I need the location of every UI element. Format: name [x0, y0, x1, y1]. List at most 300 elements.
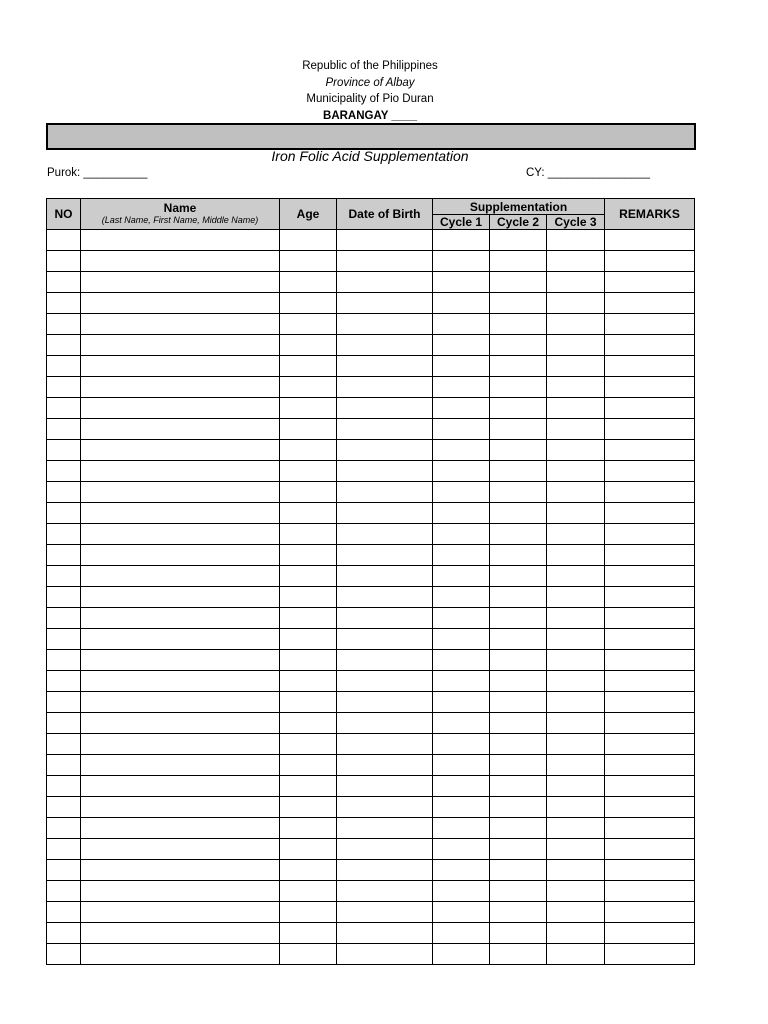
cell-age[interactable]: [280, 797, 337, 818]
cell-name[interactable]: [81, 356, 280, 377]
cell-no[interactable]: [47, 230, 81, 251]
cell-age[interactable]: [280, 818, 337, 839]
cell-name[interactable]: [81, 923, 280, 944]
cell-name[interactable]: [81, 524, 280, 545]
cell-dob[interactable]: [337, 398, 433, 419]
cell-cycle-3[interactable]: [547, 524, 605, 545]
supplementation-table: [46, 198, 695, 965]
cell-cycle-3[interactable]: [547, 923, 605, 944]
cell-cycle-3[interactable]: [547, 398, 605, 419]
cell-cycle-1[interactable]: [433, 587, 490, 608]
cell-no[interactable]: [47, 440, 81, 461]
cell-dob[interactable]: [337, 377, 433, 398]
cell-cycle-2[interactable]: [490, 839, 547, 860]
cell-dob[interactable]: [337, 566, 433, 587]
cell-name[interactable]: [81, 398, 280, 419]
cell-cycle-2[interactable]: [490, 335, 547, 356]
cell-cycle-1[interactable]: [433, 482, 490, 503]
cell-cycle-3[interactable]: [547, 944, 605, 965]
cell-cycle-3[interactable]: [547, 734, 605, 755]
table-row: [47, 671, 695, 692]
cell-age[interactable]: [280, 734, 337, 755]
cell-name[interactable]: [81, 272, 280, 293]
cell-cycle-3[interactable]: [547, 629, 605, 650]
cell-cycle-2[interactable]: [490, 377, 547, 398]
cell-dob[interactable]: [337, 524, 433, 545]
cell-remarks[interactable]: [605, 944, 695, 965]
cell-remarks[interactable]: [605, 860, 695, 881]
cell-dob[interactable]: [337, 545, 433, 566]
cell-age[interactable]: [280, 902, 337, 923]
cell-name[interactable]: [81, 839, 280, 860]
cell-dob[interactable]: [337, 860, 433, 881]
cell-cycle-2[interactable]: [490, 251, 547, 272]
cell-no[interactable]: [47, 881, 81, 902]
cell-remarks[interactable]: [605, 251, 695, 272]
cell-cycle-1[interactable]: [433, 755, 490, 776]
cell-age[interactable]: [280, 692, 337, 713]
cell-age[interactable]: [280, 944, 337, 965]
cell-name[interactable]: [81, 608, 280, 629]
cell-age[interactable]: [280, 671, 337, 692]
cell-remarks[interactable]: [605, 629, 695, 650]
cell-no[interactable]: [47, 482, 81, 503]
cell-no[interactable]: [47, 944, 81, 965]
cell-cycle-1[interactable]: [433, 461, 490, 482]
cell-remarks[interactable]: [605, 776, 695, 797]
cell-cycle-3[interactable]: [547, 671, 605, 692]
cell-cycle-1[interactable]: [433, 524, 490, 545]
cell-name[interactable]: [81, 440, 280, 461]
cell-name[interactable]: [81, 566, 280, 587]
cell-cycle-3[interactable]: [547, 881, 605, 902]
cell-cycle-3[interactable]: [547, 440, 605, 461]
cell-cycle-1[interactable]: [433, 293, 490, 314]
cell-name[interactable]: [81, 713, 280, 734]
table-row: [47, 566, 695, 587]
cell-remarks[interactable]: [605, 755, 695, 776]
cell-dob[interactable]: [337, 818, 433, 839]
cell-cycle-1[interactable]: [433, 839, 490, 860]
cell-name[interactable]: [81, 944, 280, 965]
cell-cycle-3[interactable]: [547, 755, 605, 776]
table-row: [47, 776, 695, 797]
cell-cycle-2[interactable]: [490, 923, 547, 944]
cell-remarks[interactable]: [605, 713, 695, 734]
cell-cycle-2[interactable]: [490, 524, 547, 545]
cell-dob[interactable]: [337, 797, 433, 818]
cell-remarks[interactable]: [605, 839, 695, 860]
cell-age[interactable]: [280, 503, 337, 524]
cell-cycle-2[interactable]: [490, 503, 547, 524]
cell-no[interactable]: [47, 377, 81, 398]
cell-cycle-2[interactable]: [490, 566, 547, 587]
cell-dob[interactable]: [337, 272, 433, 293]
cell-remarks[interactable]: [605, 797, 695, 818]
cell-cycle-2[interactable]: [490, 797, 547, 818]
cell-age[interactable]: [280, 881, 337, 902]
cell-name[interactable]: [81, 545, 280, 566]
cell-remarks[interactable]: [605, 902, 695, 923]
cell-cycle-1[interactable]: [433, 545, 490, 566]
cell-dob[interactable]: [337, 755, 433, 776]
cell-no[interactable]: [47, 293, 81, 314]
cell-cycle-3[interactable]: [547, 776, 605, 797]
cell-cycle-3[interactable]: [547, 650, 605, 671]
cell-no[interactable]: [47, 797, 81, 818]
cell-age[interactable]: [280, 587, 337, 608]
cell-age[interactable]: [280, 293, 337, 314]
cell-remarks[interactable]: [605, 293, 695, 314]
gray-title-band: [46, 123, 696, 150]
cell-age[interactable]: [280, 251, 337, 272]
cell-age[interactable]: [280, 524, 337, 545]
cell-no[interactable]: [47, 314, 81, 335]
cell-remarks[interactable]: [605, 566, 695, 587]
cell-age[interactable]: [280, 440, 337, 461]
cell-remarks[interactable]: [605, 272, 695, 293]
cell-dob[interactable]: [337, 923, 433, 944]
cell-cycle-3[interactable]: [547, 566, 605, 587]
cell-cycle-1[interactable]: [433, 650, 490, 671]
cell-age[interactable]: [280, 608, 337, 629]
cell-cycle-3[interactable]: [547, 482, 605, 503]
cell-no[interactable]: [47, 671, 81, 692]
cell-name[interactable]: [81, 881, 280, 902]
cell-cycle-3[interactable]: [547, 503, 605, 524]
cell-dob[interactable]: [337, 356, 433, 377]
cell-age[interactable]: [280, 755, 337, 776]
cell-name[interactable]: [81, 230, 280, 251]
cell-age[interactable]: [280, 335, 337, 356]
cell-cycle-3[interactable]: [547, 608, 605, 629]
cell-cycle-2[interactable]: [490, 944, 547, 965]
cell-cycle-3[interactable]: [547, 419, 605, 440]
cell-no[interactable]: [47, 461, 81, 482]
cell-name[interactable]: [81, 419, 280, 440]
cell-cycle-2[interactable]: [490, 440, 547, 461]
cell-name[interactable]: [81, 755, 280, 776]
cell-dob[interactable]: [337, 629, 433, 650]
cell-remarks[interactable]: [605, 230, 695, 251]
cell-no[interactable]: [47, 860, 81, 881]
cell-cycle-2[interactable]: [490, 293, 547, 314]
cell-age[interactable]: [280, 398, 337, 419]
cell-name[interactable]: [81, 251, 280, 272]
cell-cycle-2[interactable]: [490, 314, 547, 335]
cell-cycle-1[interactable]: [433, 776, 490, 797]
cell-cycle-2[interactable]: [490, 461, 547, 482]
cell-name[interactable]: [81, 461, 280, 482]
cell-cycle-3[interactable]: [547, 314, 605, 335]
cell-cycle-2[interactable]: [490, 356, 547, 377]
cell-dob[interactable]: [337, 839, 433, 860]
cell-cycle-2[interactable]: [490, 902, 547, 923]
cell-remarks[interactable]: [605, 881, 695, 902]
cell-cycle-3[interactable]: [547, 692, 605, 713]
cell-cycle-1[interactable]: [433, 671, 490, 692]
cell-dob[interactable]: [337, 419, 433, 440]
cell-cycle-1[interactable]: [433, 503, 490, 524]
cell-remarks[interactable]: [605, 734, 695, 755]
cell-no[interactable]: [47, 251, 81, 272]
cell-no[interactable]: [47, 587, 81, 608]
cell-cycle-1[interactable]: [433, 797, 490, 818]
cell-remarks[interactable]: [605, 398, 695, 419]
cell-cycle-1[interactable]: [433, 272, 490, 293]
cell-remarks[interactable]: [605, 650, 695, 671]
cell-remarks[interactable]: [605, 818, 695, 839]
cell-name[interactable]: [81, 503, 280, 524]
cell-cycle-2[interactable]: [490, 398, 547, 419]
cell-name[interactable]: [81, 650, 280, 671]
cell-cycle-1[interactable]: [433, 902, 490, 923]
cell-age[interactable]: [280, 314, 337, 335]
cell-cycle-1[interactable]: [433, 818, 490, 839]
cell-cycle-3[interactable]: [547, 902, 605, 923]
cell-age[interactable]: [280, 860, 337, 881]
cell-cycle-1[interactable]: [433, 923, 490, 944]
cell-cycle-1[interactable]: [433, 713, 490, 734]
table-row: [47, 902, 695, 923]
cell-cycle-1[interactable]: [433, 440, 490, 461]
cell-cycle-2[interactable]: [490, 671, 547, 692]
cell-no[interactable]: [47, 503, 81, 524]
cell-no[interactable]: [47, 734, 81, 755]
cell-age[interactable]: [280, 713, 337, 734]
cell-cycle-1[interactable]: [433, 419, 490, 440]
col-cycle-2-header: Cycle 2: [490, 215, 547, 230]
cell-cycle-2[interactable]: [490, 713, 547, 734]
cell-remarks[interactable]: [605, 671, 695, 692]
cell-age[interactable]: [280, 923, 337, 944]
cell-cycle-1[interactable]: [433, 734, 490, 755]
cell-dob[interactable]: [337, 482, 433, 503]
cell-no[interactable]: [47, 755, 81, 776]
cell-cycle-1[interactable]: [433, 335, 490, 356]
cell-name[interactable]: [81, 587, 280, 608]
cell-cycle-1[interactable]: [433, 230, 490, 251]
cell-cycle-2[interactable]: [490, 818, 547, 839]
cell-no[interactable]: [47, 713, 81, 734]
table-row: [47, 839, 695, 860]
cell-name[interactable]: [81, 797, 280, 818]
form-title: Iron Folic Acid Supplementation: [271, 148, 469, 164]
cell-remarks[interactable]: [605, 356, 695, 377]
cell-age[interactable]: [280, 419, 337, 440]
cell-dob[interactable]: [337, 944, 433, 965]
municipality-line: Municipality of Pio Duran: [306, 93, 434, 105]
table-row: [47, 356, 695, 377]
cell-cycle-3[interactable]: [547, 860, 605, 881]
cell-cycle-2[interactable]: [490, 629, 547, 650]
cell-cycle-1[interactable]: [433, 566, 490, 587]
cell-cycle-2[interactable]: [490, 272, 547, 293]
cell-cycle-3[interactable]: [547, 251, 605, 272]
cell-name[interactable]: [81, 776, 280, 797]
cell-name[interactable]: [81, 902, 280, 923]
cell-cycle-3[interactable]: [547, 713, 605, 734]
cell-no[interactable]: [47, 692, 81, 713]
cell-cycle-2[interactable]: [490, 860, 547, 881]
cell-cycle-1[interactable]: [433, 629, 490, 650]
cell-remarks[interactable]: [605, 419, 695, 440]
cell-dob[interactable]: [337, 440, 433, 461]
cell-age[interactable]: [280, 377, 337, 398]
cell-cycle-2[interactable]: [490, 734, 547, 755]
cell-remarks[interactable]: [605, 503, 695, 524]
cell-remarks[interactable]: [605, 545, 695, 566]
cell-age[interactable]: [280, 545, 337, 566]
cell-no[interactable]: [47, 545, 81, 566]
cell-dob[interactable]: [337, 314, 433, 335]
table-row: [47, 293, 695, 314]
cell-age[interactable]: [280, 482, 337, 503]
cell-cycle-2[interactable]: [490, 650, 547, 671]
cell-remarks[interactable]: [605, 377, 695, 398]
cell-no[interactable]: [47, 566, 81, 587]
cell-cycle-2[interactable]: [490, 230, 547, 251]
cell-dob[interactable]: [337, 587, 433, 608]
cell-remarks[interactable]: [605, 608, 695, 629]
cell-remarks[interactable]: [605, 692, 695, 713]
table-row: [47, 692, 695, 713]
cell-no[interactable]: [47, 650, 81, 671]
cell-cycle-3[interactable]: [547, 461, 605, 482]
cell-cycle-1[interactable]: [433, 881, 490, 902]
cell-name[interactable]: [81, 692, 280, 713]
cell-cycle-3[interactable]: [547, 230, 605, 251]
cell-no[interactable]: [47, 356, 81, 377]
cell-cycle-2[interactable]: [490, 482, 547, 503]
table-row: [47, 881, 695, 902]
cell-remarks[interactable]: [605, 335, 695, 356]
cell-cycle-2[interactable]: [490, 545, 547, 566]
cell-remarks[interactable]: [605, 923, 695, 944]
cell-age[interactable]: [280, 629, 337, 650]
cell-no[interactable]: [47, 419, 81, 440]
cell-remarks[interactable]: [605, 524, 695, 545]
cell-name[interactable]: [81, 860, 280, 881]
cell-no[interactable]: [47, 776, 81, 797]
cell-name[interactable]: [81, 482, 280, 503]
cell-name[interactable]: [81, 671, 280, 692]
cell-name[interactable]: [81, 293, 280, 314]
cell-age[interactable]: [280, 839, 337, 860]
cell-no[interactable]: [47, 923, 81, 944]
cell-dob[interactable]: [337, 902, 433, 923]
cell-no[interactable]: [47, 902, 81, 923]
cell-age[interactable]: [280, 356, 337, 377]
cell-cycle-1[interactable]: [433, 398, 490, 419]
cell-dob[interactable]: [337, 608, 433, 629]
cell-dob[interactable]: [337, 461, 433, 482]
table-row: [47, 860, 695, 881]
cell-cycle-2[interactable]: [490, 419, 547, 440]
cell-cycle-2[interactable]: [490, 692, 547, 713]
cell-cycle-3[interactable]: [547, 335, 605, 356]
cell-cycle-3[interactable]: [547, 272, 605, 293]
cell-cycle-1[interactable]: [433, 377, 490, 398]
cell-no[interactable]: [47, 398, 81, 419]
cell-no[interactable]: [47, 335, 81, 356]
cell-cycle-3[interactable]: [547, 587, 605, 608]
cell-cycle-1[interactable]: [433, 608, 490, 629]
cell-dob[interactable]: [337, 881, 433, 902]
cell-cycle-1[interactable]: [433, 944, 490, 965]
cell-dob[interactable]: [337, 293, 433, 314]
cell-dob[interactable]: [337, 671, 433, 692]
cell-cycle-2[interactable]: [490, 587, 547, 608]
cell-dob[interactable]: [337, 713, 433, 734]
cell-cycle-3[interactable]: [547, 839, 605, 860]
cell-age[interactable]: [280, 650, 337, 671]
cell-cycle-1[interactable]: [433, 860, 490, 881]
cell-remarks[interactable]: [605, 440, 695, 461]
cell-name[interactable]: [81, 629, 280, 650]
cell-cycle-1[interactable]: [433, 692, 490, 713]
cell-dob[interactable]: [337, 692, 433, 713]
table-row: [47, 734, 695, 755]
cell-remarks[interactable]: [605, 461, 695, 482]
cell-age[interactable]: [280, 272, 337, 293]
cell-no[interactable]: [47, 818, 81, 839]
cell-cycle-3[interactable]: [547, 545, 605, 566]
cell-dob[interactable]: [337, 251, 433, 272]
cell-remarks[interactable]: [605, 587, 695, 608]
cell-name[interactable]: [81, 818, 280, 839]
cell-no[interactable]: [47, 608, 81, 629]
cell-cycle-1[interactable]: [433, 356, 490, 377]
cell-cycle-3[interactable]: [547, 377, 605, 398]
cell-cycle-2[interactable]: [490, 755, 547, 776]
table-row: [47, 818, 695, 839]
cell-dob[interactable]: [337, 776, 433, 797]
cell-dob[interactable]: [337, 230, 433, 251]
cell-cycle-1[interactable]: [433, 251, 490, 272]
cell-age[interactable]: [280, 461, 337, 482]
cell-age[interactable]: [280, 776, 337, 797]
cell-cycle-3[interactable]: [547, 818, 605, 839]
cell-age[interactable]: [280, 230, 337, 251]
table-row: [47, 797, 695, 818]
cell-cycle-3[interactable]: [547, 293, 605, 314]
cell-name[interactable]: [81, 335, 280, 356]
cell-cycle-3[interactable]: [547, 356, 605, 377]
cell-cycle-2[interactable]: [490, 776, 547, 797]
cell-cycle-3[interactable]: [547, 797, 605, 818]
table-row: [47, 524, 695, 545]
cell-no[interactable]: [47, 524, 81, 545]
cell-no[interactable]: [47, 839, 81, 860]
cell-cycle-1[interactable]: [433, 314, 490, 335]
cell-cycle-2[interactable]: [490, 881, 547, 902]
cell-dob[interactable]: [337, 335, 433, 356]
cell-dob[interactable]: [337, 734, 433, 755]
cell-remarks[interactable]: [605, 314, 695, 335]
cell-name[interactable]: [81, 314, 280, 335]
cell-no[interactable]: [47, 272, 81, 293]
cell-remarks[interactable]: [605, 482, 695, 503]
cell-dob[interactable]: [337, 650, 433, 671]
col-supplementation-header: Supplementation: [433, 199, 605, 215]
cell-no[interactable]: [47, 629, 81, 650]
cell-name[interactable]: [81, 734, 280, 755]
cell-cycle-2[interactable]: [490, 608, 547, 629]
cell-age[interactable]: [280, 566, 337, 587]
cell-name[interactable]: [81, 377, 280, 398]
cell-dob[interactable]: [337, 503, 433, 524]
